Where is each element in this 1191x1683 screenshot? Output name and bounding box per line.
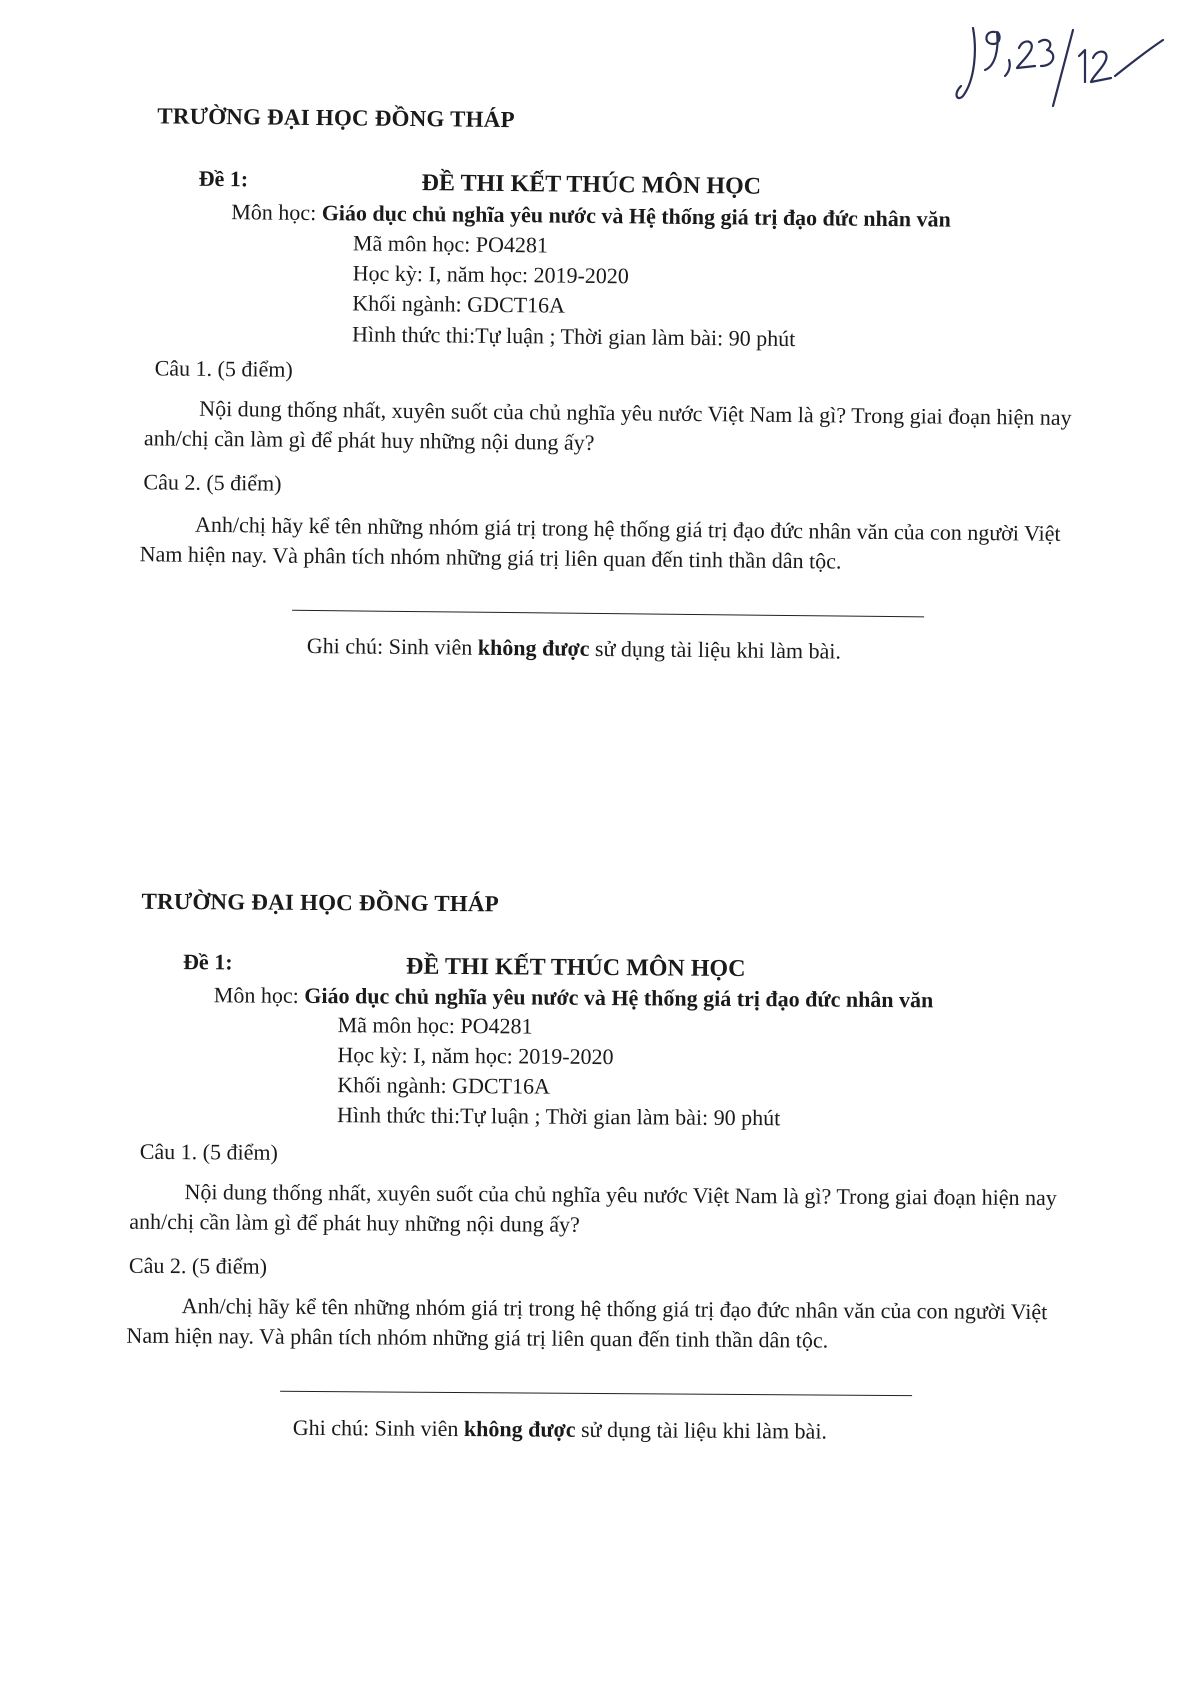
divider-line	[280, 1391, 912, 1396]
course-code: Mã môn học: PO4281	[337, 1012, 533, 1039]
exam-note	[293, 1415, 827, 1445]
exam-title: ĐỀ THI KẾT THÚC MÔN HỌC	[405, 953, 746, 983]
question-1-text: Nội dung thống nhất, xuyên suốt của chủ nghĩa yêu nước Việt Nam là gì? Trong giai đoạn hiện nay anh/chị cần làm gì để phát huy những nội dung ấy?	[129, 1179, 1057, 1237]
question-2-text: Anh/chị hãy kể tên những nhóm giá trị trong hệ thống giá trị đạo đức nhân văn của con người Việt Nam hiện nay. Và phân tích nhóm những giá trị liên quan đến tinh thần dân tộc.	[139, 511, 1061, 574]
question-1-heading: Câu 1. (5 điểm)	[139, 1138, 278, 1165]
course-code: Mã môn học: PO4281	[352, 230, 549, 258]
school-name: TRƯỜNG ĐẠI HỌC ĐỒNG THÁP	[141, 888, 500, 917]
exam-title: ĐỀ THI KẾT THÚC MÔN HỌC	[421, 170, 762, 200]
exam-format: Hình thức thi:Tự luận ; Thời gian làm bài: 90 phút	[351, 321, 796, 352]
question-2-text: Anh/chị hãy kể tên những nhóm giá trị trong hệ thống giá trị đạo đức nhân văn của con người Việt Nam hiện nay. Và phân tích nhóm những giá trị liên quan đến tinh thần dân tộc.	[126, 1293, 1048, 1353]
exam-sheet-copy-1	[0, 0, 1191, 664]
note-prefix: Ghi chú: Sinh viên	[306, 632, 479, 660]
note-emphasis: không được	[463, 1416, 576, 1442]
divider-line	[292, 610, 924, 618]
question-2-heading: Câu 2. (5 điểm)	[143, 469, 282, 496]
exam-number: Đề 1:	[198, 165, 249, 192]
note-prefix: Ghi chú: Sinh viên	[292, 1414, 465, 1442]
subject-label: Môn học:	[213, 982, 299, 1008]
exam-format: Hình thức thi:Tự luận ; Thời gian làm bài: 90 phút	[336, 1102, 781, 1131]
exam-sheet-copy-2	[0, 776, 1191, 1444]
subject-name: Giáo dục chủ nghĩa yêu nước và Hệ thống giá trị đạo đức nhân văn	[321, 200, 951, 232]
question-1-heading: Câu 1. (5 điểm)	[154, 355, 293, 382]
question-1-text: Nội dung thống nhất, xuyên suốt của chủ nghĩa yêu nước Việt Nam là gì? Trong giai đoạn hiện nay anh/chị cần làm gì để phát huy những nội dung ấy?	[143, 395, 1072, 455]
note-suffix: sử dụng tài liệu khi làm bài.	[575, 1416, 828, 1444]
student-group: Khối ngành: GDCT16A	[352, 290, 566, 318]
question-2-heading: Câu 2. (5 điểm)	[128, 1252, 268, 1279]
subject-line	[214, 982, 934, 1013]
student-group: Khối ngành: GDCT16A	[337, 1072, 550, 1099]
note-suffix: sử dụng tài liệu khi làm bài.	[589, 635, 842, 664]
semester: Học kỳ: I, năm học: 2019-2020	[337, 1042, 614, 1070]
subject-line	[231, 199, 951, 233]
exam-note	[307, 633, 841, 665]
semester: Học kỳ: I, năm học: 2019-2020	[352, 260, 629, 289]
subject-label: Môn học:	[231, 199, 317, 226]
subject-name: Giáo dục chủ nghĩa yêu nước và Hệ thống giá trị đạo đức nhân văn	[304, 982, 934, 1013]
school-name: TRƯỜNG ĐẠI HỌC ĐỒNG THÁP	[157, 103, 515, 133]
note-emphasis: không được	[477, 634, 590, 661]
exam-number: Đề 1:	[183, 949, 233, 975]
